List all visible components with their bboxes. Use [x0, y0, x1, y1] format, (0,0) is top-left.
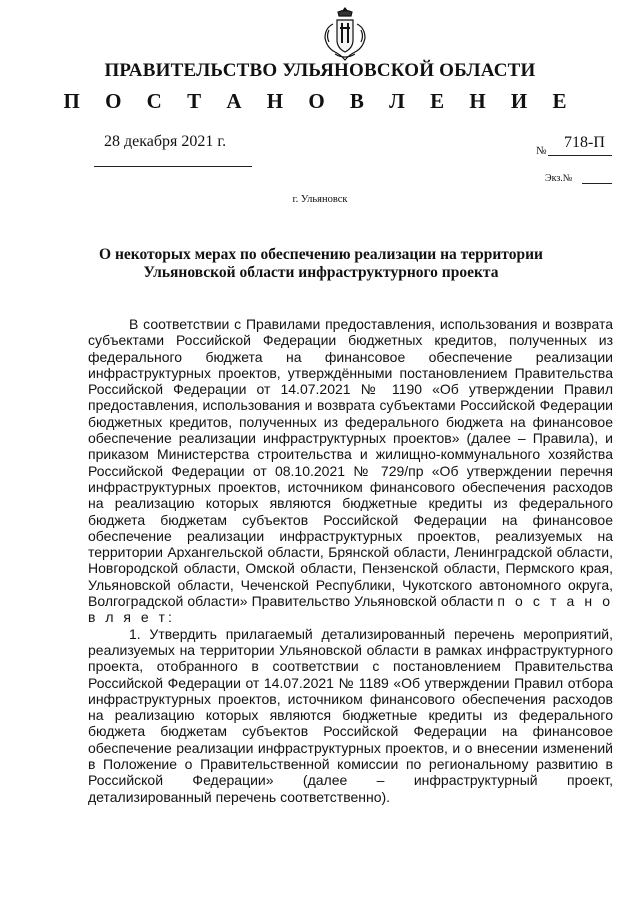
- preamble-text: В соответствии с Правилами предоставления, использования и возврата субъектами Российской Федерации бюджетных кредитов, полученных из федерального бюджета на финансовое обеспечение реализации инфраструктурных проектов, утверждёнными постановлением Правительства Российской Федерации от 14.07.2021 № 1190 «Об утверждении Правил предоставления, использования и возврата субъектами Российской Федерации бюджетных кредитов, полученных из федерального бюджета на финансовое обеспечение реализации инфраструктурных проектов» (далее – Правила), и приказом Министерства строительства и жилищно-коммунального хозяйства Российской Федерации от 08.10.2021 № 729/пр «Об утверждении перечня инфраструктурных проектов, источником финансового обеспечения расходов на реализацию которых являются бюджетные кредиты из федерального бюджета бюджетам субъектов Российской Федерации на финансовое обеспечение реализации инфраструктурных проектов, реализуемых на территории Архангельской области, Брянской области, Ленинградской области, Новгородской области, Омской области, Пензенской области, Пермского края, Ульяновской области, Чеченской Республики, Чукотского автономного округа, Волгоградской области» Правительство Ульяновской области: [88, 316, 613, 610]
- government-name: ПРАВИТЕЛЬСТВО УЛЬЯНОВСКОЙ ОБЛАСТИ: [104, 60, 536, 81]
- copy-number-underline: [582, 183, 612, 184]
- copy-number-label: Экз.№: [545, 173, 573, 184]
- title-line-2: Ульяновской области инфраструктурного проекта: [143, 264, 499, 281]
- document-title: [80, 246, 562, 282]
- city: г. Ульяновск: [292, 194, 348, 205]
- preamble-paragraph: [88, 316, 613, 626]
- item-1-paragraph: 1. Утвердить прилагаемый детализированный перечень мероприятий, реализуемых на территории Ульяновской области в рамках инфраструктурного проекта, отобранного в соответствии с постановлением Правительства Российской Федерации от 14.07.2021 № 1189 «Об утверждении Правил отбора инфраструктурных проектов, источником финансового обеспечения расходов на реализацию которых являются бюджетные кредиты из федерального бюджета бюджетам субъектов Российской Федерации на финансовое обеспечение реализации инфраструктурных проектов, и о внесении изменений в Положение о Правительственной комиссии по региональному развитию в Российской Федерации» (далее – инфраструктурный проект, детализированный перечень соответственно).: [88, 625, 613, 805]
- title-line-1: О некоторых мерах по обеспечению реализации на территории: [99, 246, 543, 263]
- date-underline: [94, 166, 252, 167]
- document-date: 28 декабря 2021 г.: [104, 133, 227, 150]
- resolves-word: п о с т а н о в л я е т:: [88, 593, 613, 626]
- document-number: 718-П: [564, 134, 605, 151]
- number-label: №: [536, 145, 547, 157]
- coat-of-arms-icon: [321, 6, 369, 62]
- number-underline: [548, 155, 612, 156]
- document-body: [88, 316, 613, 805]
- document-type: П О С Т А Н О В Л Е Н И Е: [63, 89, 577, 113]
